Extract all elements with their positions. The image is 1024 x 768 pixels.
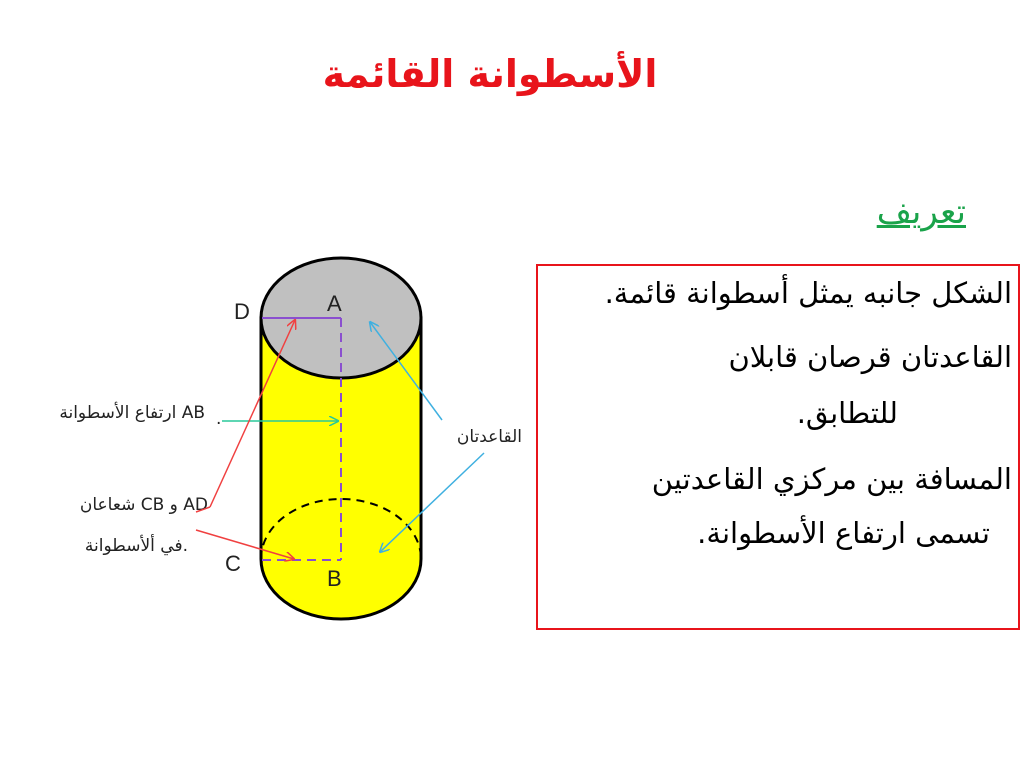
definition-line-5: تسمى ارتفاع الأسطوانة. [697, 516, 990, 550]
radii-annotation-line-1: شعاعان CB و AD [79, 495, 208, 515]
height-annotation-dot: . [216, 409, 222, 429]
definition-line-1: الشكل جانبه يمثل أسطوانة قائمة. [604, 276, 1012, 310]
point-B-label: B [327, 566, 342, 591]
definition-line-3: للتطابق. [796, 396, 898, 430]
point-D-label: D [234, 299, 250, 324]
point-C-label: C [225, 551, 241, 576]
page-title: الأسطوانة القائمة [322, 52, 658, 96]
definition-line-2: القاعدتان قرصان قابلان [728, 340, 1012, 374]
radii-annotation-line-2: في ألأسطوانة. [84, 536, 188, 556]
point-A-label: A [327, 291, 342, 316]
bases-annotation: القاعدتان [456, 427, 522, 447]
definition-line-4: المسافة بين مركزي القاعدتين [651, 462, 1012, 496]
height-annotation: ارتفاع الأسطوانة AB [59, 403, 205, 423]
definition-heading: تعريف [876, 192, 966, 232]
